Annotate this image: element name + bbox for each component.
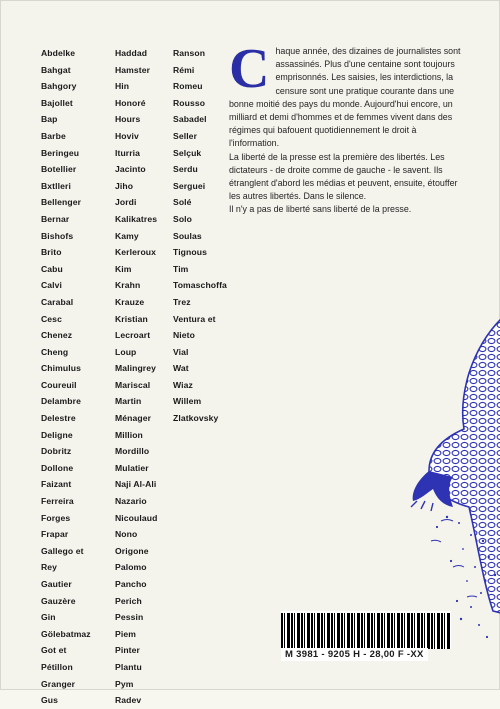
contributor-name: Gauzère xyxy=(41,595,76,606)
contributor-name: Nono xyxy=(115,529,138,540)
contributor-name: Krauze xyxy=(115,296,145,307)
contributor-name: Gin xyxy=(41,612,56,623)
contributor-name: Soulas xyxy=(173,230,202,241)
contributor-name: Mulatier xyxy=(115,462,149,473)
contributor-name: Brito xyxy=(41,247,62,258)
contributor-name: Wiaz xyxy=(173,379,193,390)
contributor-name: Selçuk xyxy=(173,147,202,158)
contributor-name: Palomo xyxy=(115,562,147,573)
creature-body xyxy=(429,319,500,613)
contributor-name: Rousso xyxy=(173,97,206,108)
contributor-name: Ferreira xyxy=(41,496,74,507)
contributor-name: Bap xyxy=(41,114,58,125)
contributor-name: Bxtlleri xyxy=(41,180,71,191)
contributor-name: Frapar xyxy=(41,529,69,540)
contributor-name: Serdu xyxy=(173,164,198,175)
contributor-name: Kamy xyxy=(115,230,139,241)
contributor-name: Coureuil xyxy=(41,379,77,390)
contributor-name: Bahgory xyxy=(41,81,77,92)
contributor-name: Iturria xyxy=(115,147,141,158)
contributor-name: Beringeu xyxy=(41,147,80,158)
contributor-name: Granger xyxy=(41,678,76,689)
contributor-name: Tim xyxy=(173,263,189,274)
contributor-name: Bellenger xyxy=(41,197,82,208)
contributor-name: Cheng xyxy=(41,346,69,357)
contributor-name: Ventura et xyxy=(173,313,216,324)
contributor-name: Bishofs xyxy=(41,230,74,241)
contributor-name: Rémi xyxy=(173,64,195,75)
contributor-name: Jordi xyxy=(115,197,137,208)
contributor-name: Chimulus xyxy=(41,363,81,374)
contributor-name: Pessin xyxy=(115,612,144,623)
contributor-name: Pancho xyxy=(115,579,147,589)
contributor-name: Seller xyxy=(173,130,198,141)
contributor-name: Million xyxy=(115,429,143,440)
contributor-name: Hoviv xyxy=(115,130,139,141)
contributor-name: Serguei xyxy=(173,180,206,191)
barcode xyxy=(281,611,451,649)
drop-cap: C xyxy=(229,38,270,100)
contributor-name: Cabu xyxy=(41,263,63,274)
contributor-name: Trez xyxy=(173,296,191,307)
contributor-name: Zlatkovsky xyxy=(173,413,219,424)
contributor-name: Botellier xyxy=(41,164,77,175)
contributor-name: Hin xyxy=(115,81,130,92)
contributor-name: Chenez xyxy=(41,330,73,341)
contributor-name: Nieto xyxy=(173,330,195,341)
contributor-name: Solo xyxy=(173,213,193,224)
contributor-name: Ménager xyxy=(115,413,152,424)
contributor-name: Dollone xyxy=(41,462,74,473)
contributor-name: Pym xyxy=(115,678,134,689)
contributor-name: Cesc xyxy=(41,313,62,324)
contributor-name: Kalikatres xyxy=(115,213,158,224)
contributor-name: Kim xyxy=(115,263,132,274)
contributor-name: Rey xyxy=(41,562,58,573)
contributor-name: Ranson xyxy=(173,48,206,58)
contributor-name: Carabal xyxy=(41,296,74,307)
editorial-paragraph-2: La liberté de la presse est la première des libertés. Les dictateurs - de droite comme de gauche - le savent. Ils étranglent d'abord les médias et peuvent, ensuite, étouffer les autres libertés. Dans le silence. xyxy=(229,151,458,202)
claw-strokes xyxy=(411,501,433,511)
contributor-name: Gölebatmaz xyxy=(41,628,91,639)
creature-illustration xyxy=(1,1,500,691)
contributor-name: Calvi xyxy=(41,280,63,291)
contributor-name: Lecroart xyxy=(115,330,151,341)
contributor-name: Krahn xyxy=(115,280,141,291)
contributor-name: Radev xyxy=(115,695,142,706)
contributor-name: Tomaschoffa xyxy=(173,280,227,291)
contributor-name: Deligne xyxy=(41,429,73,440)
contributor-name: Nicoulaud xyxy=(115,512,158,523)
contributor-name: Wat xyxy=(173,363,189,374)
contributor-name: Hamster xyxy=(115,64,151,75)
contributor-name: Piem xyxy=(115,628,136,639)
contributor-name: Bajollet xyxy=(41,97,73,108)
contributor-name: Delambre xyxy=(41,396,81,407)
contributor-name: Martin xyxy=(115,396,142,407)
editorial-paragraph-3: Il n'y a pas de liberté sans liberté de la presse. xyxy=(229,204,412,215)
contributor-name: Jiho xyxy=(115,180,134,191)
contributor-name: Perich xyxy=(115,595,142,606)
contributor-name: Romeu xyxy=(173,81,203,92)
contributor-name: Vial xyxy=(173,346,189,357)
contributor-name: Willem xyxy=(173,396,202,407)
contributor-name: Faizant xyxy=(41,479,72,490)
contributor-name: Bernar xyxy=(41,213,70,224)
contributor-name: Sabadel xyxy=(173,114,207,125)
contributor-name: Tignous xyxy=(173,247,207,258)
price-code: M 3981 - 9205 H - 28,00 F -XX xyxy=(281,648,428,661)
contributor-name: Nazario xyxy=(115,496,147,507)
contributor-name: Solé xyxy=(173,197,192,208)
contributor-name: Haddad xyxy=(115,48,148,58)
contributor-name: Mariscal xyxy=(115,379,151,390)
creature-claw xyxy=(413,471,453,507)
contributor-name: Honoré xyxy=(115,97,146,108)
contributor-name: Plantu xyxy=(115,661,142,672)
contributor-name: Jacinto xyxy=(115,164,146,175)
editorial-paragraph-1: haque année, des dizaines de journalistes sont assassinés. Plus d'une centaine sont toujours emprisonnés. Les saisies, les interdictions, la censure sont une pratique courante dans une bonne moitié des pays du monde. Aujourd'hui encore, un milliard et demi d'hommes et de femmes vivent dans des régimes qui bafouent quotidiennement le droit à l'information. xyxy=(229,46,461,149)
contributor-name: Bahgat xyxy=(41,64,71,75)
contributor-name: Naji Al-Ali xyxy=(115,479,157,490)
contributor-name: Got et xyxy=(41,645,67,656)
contributor-name: Gallego et xyxy=(41,545,84,556)
contributor-name: Malingrey xyxy=(115,363,157,374)
contributor-name: Delestre xyxy=(41,413,76,424)
contributor-name: Mordillo xyxy=(115,446,150,457)
contributor-name: Pinter xyxy=(115,645,140,656)
contributor-name: Hours xyxy=(115,114,141,125)
contributor-name: Barbe xyxy=(41,130,66,141)
contributor-name: Gus xyxy=(41,695,59,706)
contributor-name: Gautier xyxy=(41,579,72,589)
contributor-name: Pétillon xyxy=(41,661,73,672)
ground-strokes xyxy=(431,520,477,598)
contributor-name: Forges xyxy=(41,512,71,523)
contributor-name: Kerleroux xyxy=(115,247,157,258)
contributor-name: Kristian xyxy=(115,313,148,324)
contributor-name: Loup xyxy=(115,346,137,357)
contributor-name: Abdelke xyxy=(41,48,76,58)
contributor-name: Origone xyxy=(115,545,149,556)
contributor-name: Dobritz xyxy=(41,446,72,457)
